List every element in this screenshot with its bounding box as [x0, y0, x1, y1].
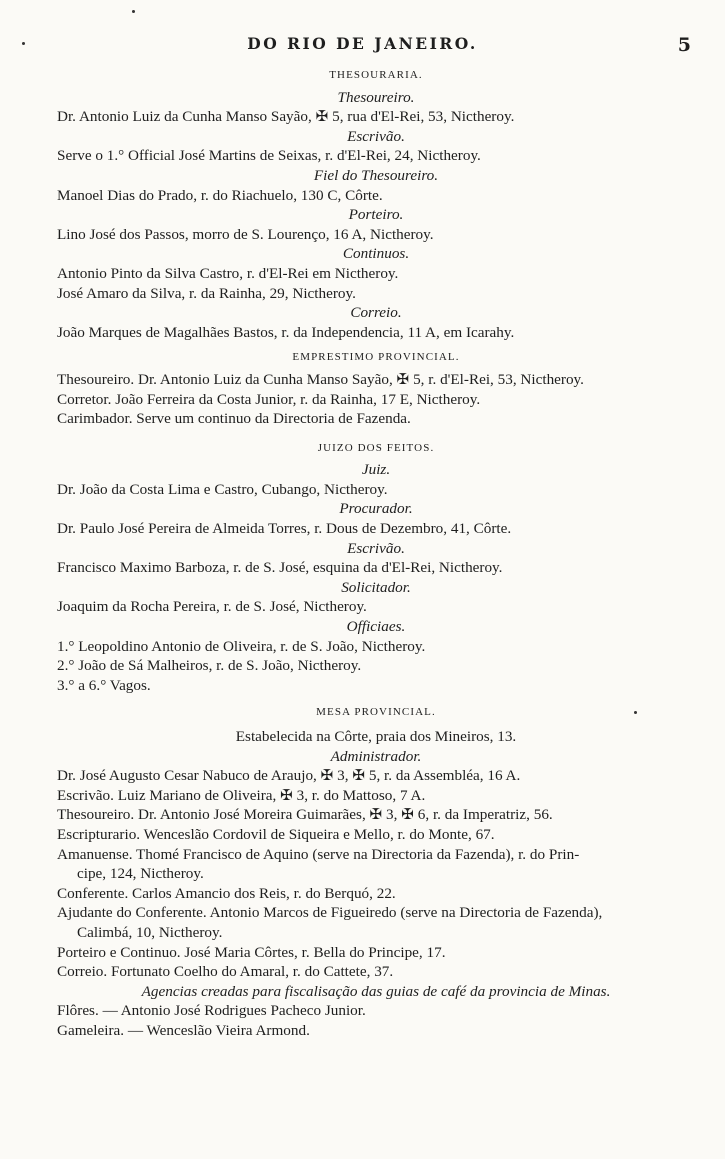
- running-header: DO RIO DE JANEIRO.: [247, 34, 478, 53]
- entry-line: Dr. Paulo José Pereira de Almeida Torres, r. Dous de Dezembro, 41, Côrte.: [57, 520, 512, 538]
- print-speck: [132, 10, 135, 13]
- entry-line: Carimbador. Serve um continuo da Directoria de Fazenda.: [57, 410, 411, 428]
- role-title: Thesoureiro.: [337, 88, 415, 106]
- role-title: Escrivão.: [347, 539, 405, 557]
- entry-line: Thesoureiro. Dr. Antonio Luiz da Cunha Manso Sayão, ✠ 5, r. d'El-Rei, 53, Nictheroy.: [57, 370, 584, 388]
- role-title: Fiel do Thesoureiro.: [313, 166, 439, 184]
- section-heading-thesouraria: THESOURARIA.: [329, 69, 423, 81]
- entry-line: Correio. Fortunato Coelho do Amaral, r. do Cattete, 37.: [57, 963, 394, 981]
- entry-line: 2.° João de Sá Malheiros, r. de S. João, Nictheroy.: [57, 657, 362, 675]
- entry-line: Antonio Pinto da Silva Castro, r. d'El-Rei em Nictheroy.: [57, 264, 399, 282]
- role-title: Continuos.: [342, 245, 410, 263]
- entry-line: Dr. Antonio Luiz da Cunha Manso Sayão, ✠ 5, rua d'El-Rei, 53, Nictheroy.: [57, 108, 515, 126]
- entry-line: Lino José dos Passos, morro de S. Lourenço, 16 A, Nictheroy.: [57, 225, 434, 243]
- entry-line: Serve o 1.° Official José Martins de Seixas, r. d'El-Rei, 24, Nictheroy.: [57, 147, 481, 165]
- entry-line: Porteiro e Continuo. José Maria Côrtes, r. Bella do Principe, 17.: [57, 943, 446, 961]
- entry-line: Dr. João da Costa Lima e Castro, Cubango, Nictheroy.: [57, 480, 388, 498]
- entry-line: Conferente. Carlos Amancio dos Reis, r. do Berquó, 22.: [57, 884, 396, 902]
- role-title: Procurador.: [339, 500, 413, 518]
- entry-line: Francisco Maximo Barboza, r. de S. José, esquina da d'El-Rei, Nictheroy.: [57, 559, 503, 577]
- entry-line: João Marques de Magalhães Bastos, r. da Independencia, 11 A, em Icarahy.: [57, 323, 515, 341]
- entry-line: Estabelecida na Côrte, praia dos Mineiros, 13.: [235, 728, 517, 745]
- entry-line: Thesoureiro. Dr. Antonio José Moreira Guimarães, ✠ 3, ✠ 6, r. da Imperatriz, 56.: [57, 806, 553, 824]
- entry-line: 1.° Leopoldino Antonio de Oliveira, r. de S. João, Nictheroy.: [57, 637, 426, 655]
- role-title: Officiaes.: [346, 618, 406, 636]
- entry-line: Manoel Dias do Prado, r. do Riachuelo, 130 C, Côrte.: [57, 186, 383, 204]
- entry-line: José Amaro da Silva, r. da Rainha, 29, Nictheroy.: [57, 284, 356, 302]
- page-body: [57, 66, 695, 1041]
- entry-line: Ajudante do Conferente. Antonio Marcos de Figueiredo (serve na Directoria de Fazenda),: [57, 904, 603, 922]
- note-line: Agencias creadas para fiscalisação das guias de café da provincia de Minas.: [141, 982, 611, 1000]
- entry-line: 3.° a 6.° Vagos.: [57, 676, 151, 694]
- entry-line: Escrivão. Luiz Mariano de Oliveira, ✠ 3, r. do Mattoso, 7 A.: [57, 786, 426, 804]
- role-title: Escrivão.: [347, 127, 405, 145]
- entry-line: Gameleira. — Wenceslão Vieira Armond.: [57, 1021, 310, 1039]
- section-heading-juizo: JUIZO DOS FEITOS.: [317, 441, 435, 454]
- entry-line: Corretor. João Ferreira da Costa Junior, r. da Rainha, 17 E, Nictheroy.: [57, 390, 481, 408]
- role-title: Administrador.: [330, 747, 422, 765]
- entry-line: Dr. José Augusto Cesar Nabuco de Araujo, ✠ 3, ✠ 5, r. da Assembléa, 16 A.: [57, 767, 521, 785]
- entry-line: Calimbá, 10, Nictheroy.: [77, 923, 223, 941]
- entry-line: Escripturario. Wenceslão Cordovil de Siqueira e Mello, r. do Monte, 67.: [57, 825, 495, 843]
- section-heading-mesa: MESA PROVINCIAL.: [316, 706, 436, 719]
- entry-line: Joaquim da Rocha Pereira, r. de S. José, Nictheroy.: [57, 598, 367, 616]
- role-title: Juiz.: [361, 461, 391, 479]
- role-title: Solicitador.: [341, 578, 411, 596]
- role-title: Porteiro.: [348, 206, 404, 224]
- role-title: Correio.: [350, 304, 402, 322]
- entry-line: Flôres. — Antonio José Rodrigues Pacheco Junior.: [57, 1002, 366, 1020]
- entry-line: cipe, 124, Nictheroy.: [77, 865, 204, 883]
- entry-line: Amanuense. Thomé Francisco de Aquino (serve na Directoria da Fazenda), r. do Prin-: [57, 845, 580, 863]
- page-number: 5: [677, 34, 691, 56]
- section-heading-emprestimo: EMPRESTIMO PROVINCIAL.: [292, 351, 460, 364]
